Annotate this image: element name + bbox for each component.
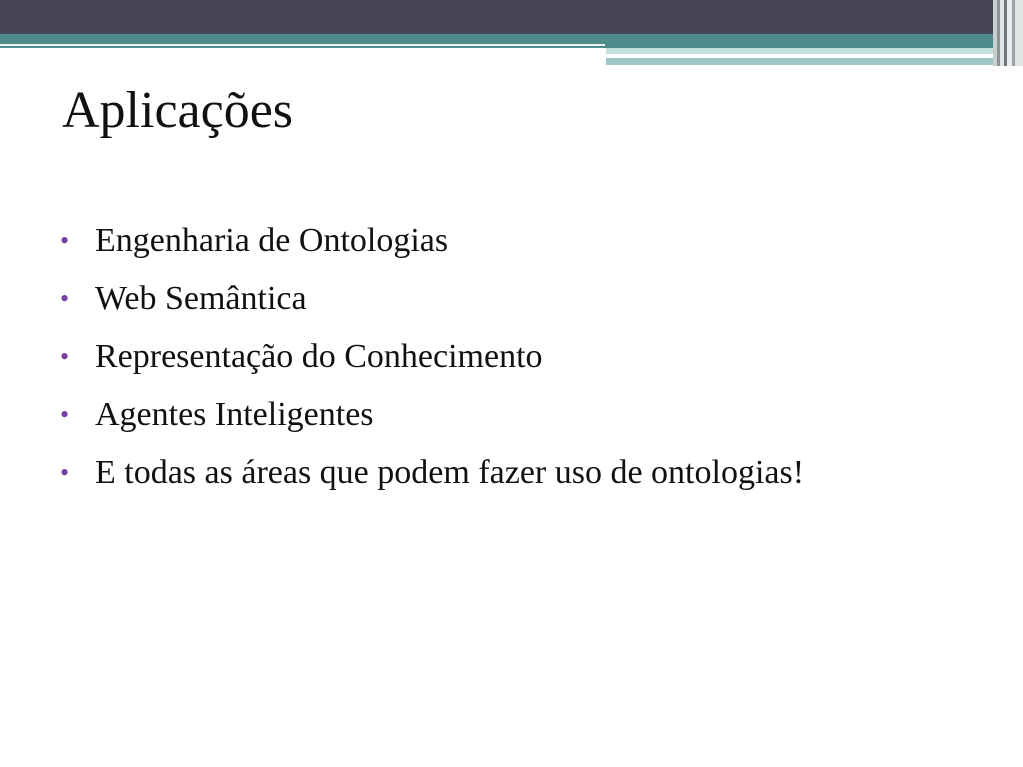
header-accent-line-secondary [826, 56, 948, 58]
header-band-dark [0, 0, 1023, 34]
bullet-icon: • [60, 284, 70, 313]
list-item [58, 386, 804, 444]
list-item [58, 328, 804, 386]
header-vertical-stripes [993, 0, 1023, 66]
header-band-light [606, 48, 1023, 54]
slide-title: Aplicações [62, 82, 294, 139]
list-item [58, 212, 804, 270]
list-item [58, 270, 804, 328]
list-item-text: E todas as áreas que podem fazer uso de ontologias! [95, 454, 805, 491]
bullet-icon: • [60, 458, 70, 487]
bullet-icon: • [60, 226, 70, 255]
header-band-light-secondary [606, 58, 1023, 65]
list-item-text: Representação do Conhecimento [95, 338, 543, 375]
list-item [58, 444, 804, 502]
bullet-icon: • [60, 342, 70, 371]
list-item-text: Web Semântica [95, 280, 307, 317]
list-item-text: Engenharia de Ontologias [95, 222, 449, 259]
header-accent-line [0, 44, 605, 46]
bullet-icon: • [60, 400, 70, 429]
list-item-text: Agentes Inteligentes [95, 396, 374, 433]
bullet-list [58, 212, 804, 502]
